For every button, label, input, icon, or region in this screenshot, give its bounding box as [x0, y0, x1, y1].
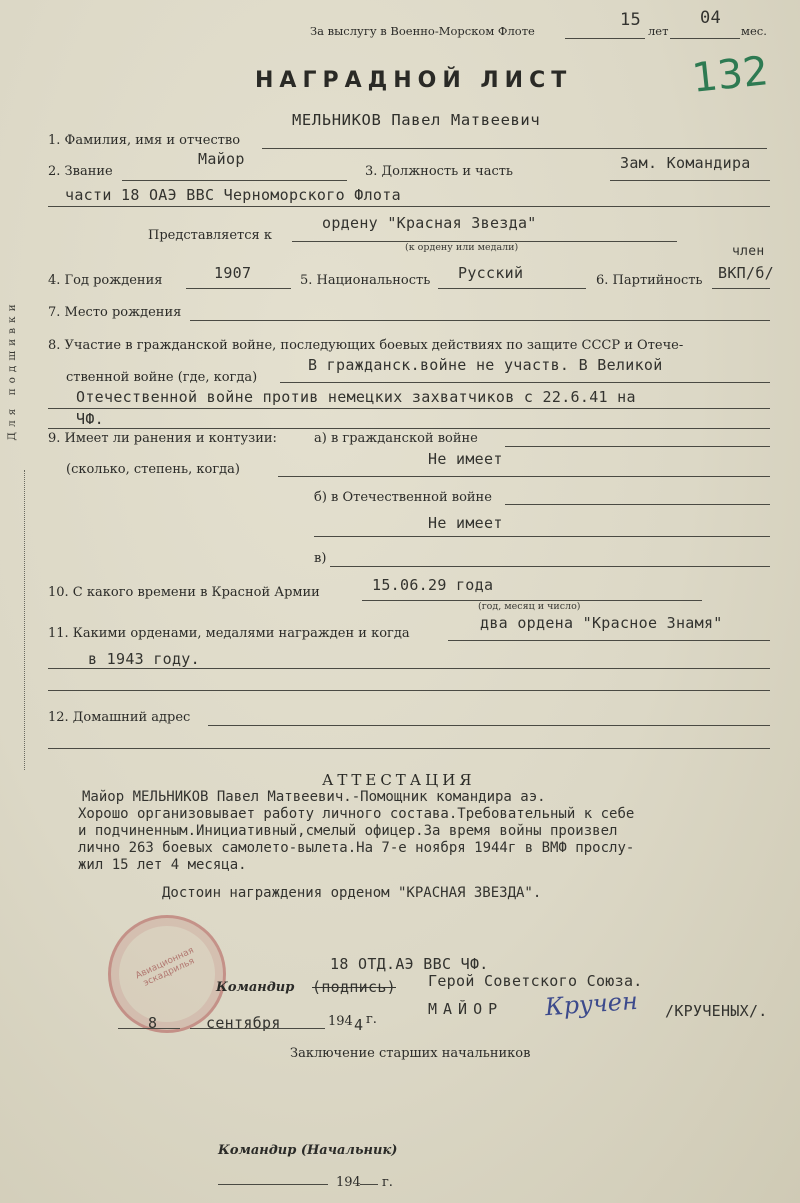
field-9b-line-2 — [314, 536, 770, 537]
field-3-label: 3. Должность и часть — [365, 164, 514, 179]
service-prefix: За выслугу в Военно-Морском Флоте — [310, 24, 535, 38]
field-1-label: 1. Фамилия, имя и отчество — [48, 133, 241, 148]
attestation-conclusion: Достоин награждения орденом "КРАСНАЯ ЗВЕЗДА". — [162, 885, 542, 901]
bottom-date-line — [218, 1184, 328, 1185]
signed-month: сентября — [206, 1014, 281, 1032]
field-10-hint: (год, месяц и число) — [478, 601, 581, 612]
field-8-label-a: 8. Участие в гражданской войне, последующих боевых действиях по защите СССР и Отече- — [48, 338, 684, 353]
field-3-line — [610, 180, 770, 181]
bottom-year-line — [360, 1184, 378, 1185]
award-value: ордену "Красная Звезда" — [322, 214, 537, 232]
field-6-line — [712, 288, 770, 289]
field-4-label: 4. Год рождения — [48, 273, 163, 288]
presented-label: Представляется к — [148, 228, 272, 243]
birth-year-value: 1907 — [214, 264, 252, 282]
signed-day-line — [118, 1028, 180, 1029]
field-2-line — [122, 180, 347, 181]
field-2-label: 2. Звание — [48, 164, 113, 179]
field-8-line-3 — [48, 428, 770, 429]
army-since-value: 15.06.29 года — [372, 576, 494, 594]
attestation-heading: АТТЕСТАЦИЯ — [322, 771, 476, 789]
full-name-value: МЕЛЬНИКОВ Павел Матвеевич — [292, 111, 541, 129]
months-label: мес. — [741, 24, 767, 38]
field-6-label: 6. Партийность — [596, 273, 703, 288]
years-label: лет — [648, 24, 669, 38]
document-title: НАГРАДНОЙ ЛИСТ — [255, 68, 573, 93]
sheet-number: 132 — [689, 48, 771, 102]
bottom-year-suffix: г. — [382, 1175, 393, 1190]
attestation-line-1: Майор МЕЛЬНИКОВ Павел Матвеевич.-Помощник командира аэ. — [82, 789, 546, 805]
position-unit-value: части 18 ОАЭ ВВС Черноморского Флота — [65, 186, 401, 204]
war-participation-value-2: Отечественной войне против немецких захватчиков с 22.6.41 на — [76, 388, 636, 406]
field-11-line-3 — [48, 690, 770, 691]
signed-year-digit: 4 — [354, 1016, 364, 1034]
years-line — [565, 38, 645, 39]
field-12-label: 12. Домашний адрес — [48, 710, 191, 725]
field-5-line — [438, 288, 586, 289]
signature-name: /КРУЧЕНЫХ/. — [665, 1002, 768, 1020]
bottom-year-prefix: 194 — [336, 1175, 361, 1190]
party-member-note: член — [732, 244, 765, 259]
bottom-commander-label: Командир (Начальник) — [218, 1143, 398, 1158]
signed-year-suffix: г. — [366, 1012, 377, 1027]
signature-unit: 18 ОТД.АЭ ВВС ЧФ. — [330, 955, 489, 973]
awards-value: два ордена "Красное Знамя" — [480, 614, 723, 632]
field-1-line — [262, 148, 767, 149]
field-12-line-2 — [48, 748, 770, 749]
signature-rank: МАЙОР — [428, 1000, 504, 1018]
field-8-line-1 — [280, 382, 770, 383]
field-3-line-2 — [48, 206, 770, 207]
handwritten-signature: Кручен — [544, 986, 639, 1022]
field-9a-label: а) в гражданской войне — [314, 431, 478, 446]
senior-conclusion-heading: Заключение старших начальников — [290, 1046, 531, 1061]
field-11-line — [448, 640, 770, 641]
field-9a-line — [505, 446, 770, 447]
field-12-line — [208, 725, 770, 726]
field-7-label: 7. Место рождения — [48, 305, 182, 320]
party-value: ВКП/б/ — [718, 264, 774, 282]
field-4-line — [186, 288, 291, 289]
years-value: 15 — [620, 10, 642, 30]
rank-value: Майор — [198, 150, 245, 168]
injuries-patriotic-value: Не имеет — [428, 514, 503, 532]
war-participation-value-1: В гражданск.войне не участв. В Великой — [308, 356, 663, 374]
binding-margin-note: Для подшивки — [6, 299, 18, 441]
margin-dotted-line — [24, 470, 25, 770]
signature-struck-text: (подпись) — [312, 978, 396, 996]
signed-day: 8 — [148, 1014, 158, 1032]
signature-commander-label: Командир — [216, 980, 295, 995]
position-value: Зам. Командира — [620, 154, 751, 172]
field-9a-line-2 — [278, 476, 770, 477]
signed-year-prefix: 194 — [328, 1014, 353, 1029]
field-5-label: 5. Национальность — [300, 273, 431, 288]
signed-month-line — [190, 1028, 325, 1029]
field-9-label: 9. Имеет ли ранения и контузии: — [48, 431, 277, 446]
field-9c-line — [330, 566, 770, 567]
field-11-label: 11. Какими орденами, медалями награжден и когда — [48, 626, 410, 641]
field-8-label-b: ственной войне (где, когда) — [66, 370, 258, 385]
field-9b-line — [505, 504, 770, 505]
field-10-label: 10. С какого времени в Красной Армии — [48, 585, 320, 600]
field-9-hint: (сколько, степень, когда) — [66, 462, 240, 477]
awards-year-value: в 1943 году. — [88, 650, 200, 668]
attestation-line-5: жил 15 лет 4 месяца. — [78, 857, 247, 873]
attestation-line-4: лично 263 боевых самолето-вылета.На 7-е ноября 1944г в ВМФ прослу- — [78, 840, 635, 856]
months-line — [670, 38, 740, 39]
stamp-text: Авиационная эскадрилья — [134, 945, 197, 989]
signature-title: Герой Советского Союза. — [428, 972, 643, 990]
presented-hint: (к ордену или медали) — [405, 242, 519, 253]
field-8-line-2 — [48, 408, 770, 409]
attestation-line-3: и подчиненным.Инициативный,смелый офицер.За время войны произвел — [78, 823, 618, 839]
field-9b-label: б) в Отечественной войне — [314, 490, 492, 505]
war-participation-value-3: ЧФ. — [76, 410, 104, 428]
nationality-value: Русский — [458, 264, 524, 282]
field-7-line — [190, 320, 770, 321]
months-value: 04 — [700, 8, 722, 28]
field-11-line-2 — [48, 668, 770, 669]
attestation-line-2: Хорошо организовывает работу личного состава.Требовательный к себе — [78, 806, 635, 822]
field-9c-label: в) — [314, 551, 327, 566]
injuries-civil-value: Не имеет — [428, 450, 503, 468]
